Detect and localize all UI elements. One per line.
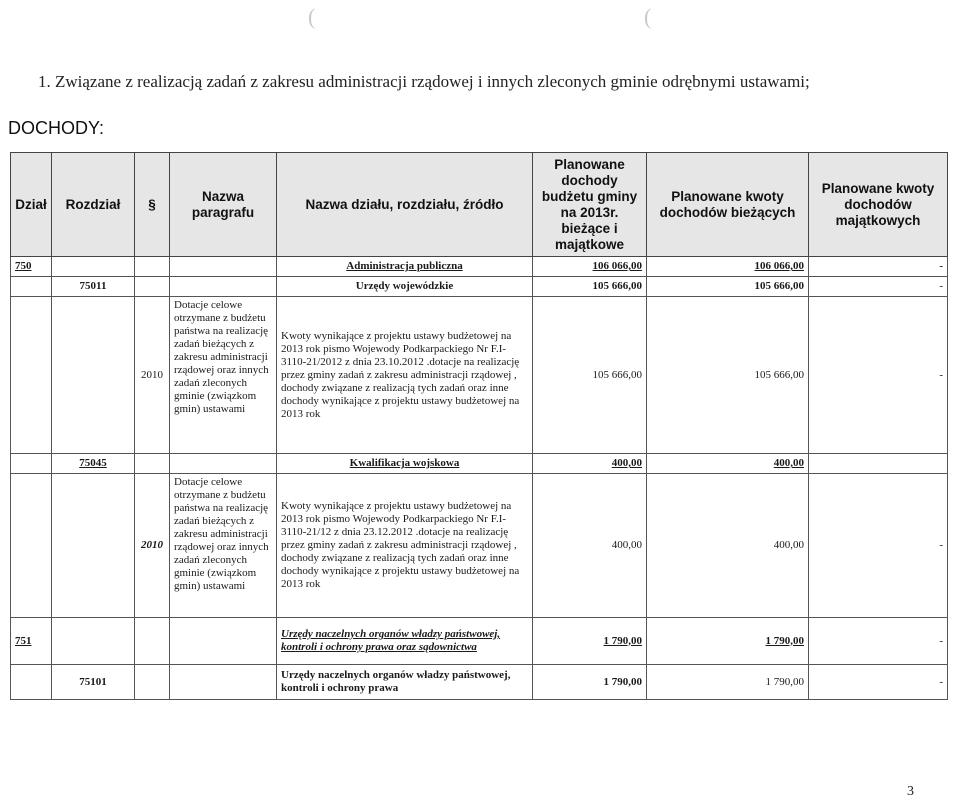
col-header-rozdzial: Rozdział [52,153,135,257]
table-row-75011 [11,277,948,297]
cell-nazwa-paragrafu [170,665,277,700]
cell-rozdzial: 75045 [52,454,135,474]
cell-zrodlo [277,474,533,618]
nazwa-paragrafu-text: Dotacje celowe otrzymane z budżetu państwa na realizację zadań bieżących z zakresu administracji rządowej oraz innych zadań zleconych gminie (związkom gmin) ustawami [174,299,269,415]
cell-nazwa [277,665,533,700]
cell-paragraf [135,618,170,665]
cell-nazwa-paragrafu [170,474,277,618]
cell-rozdzial: 75011 [52,277,135,297]
cell-zrodlo [277,297,533,454]
table-row-75011-2010 [11,297,948,454]
decor-paren-left: ( [308,4,316,29]
cell-rozdzial [52,618,135,665]
cell-paragraf [135,665,170,700]
cell-rozdzial [52,474,135,618]
cell-dzial: 751 [11,618,52,665]
zrodlo-text: Kwoty wynikające z projektu ustawy budżetowej na 2013 rok pismo Wojewody Podkarpackiego Nr F.I-3110-21/2012 z dnia 23.10.2012 .dotacje na realizację przez gminy zadań z zakresu administracji rządowej , dochody związane z realizacją tych zadań oraz inne dochody wynikające z projektu ustawy budżetowej na 2013 rok [281,329,520,420]
cell-nazwa-paragrafu [170,257,277,277]
cell-dzial [11,297,52,454]
cell-majatkowe: - [809,297,948,454]
page-number: 3 [907,784,914,799]
cell-nazwa-paragrafu [170,297,277,454]
cell-plan: 400,00 [533,454,647,474]
cell-majatkowe: - [809,277,948,297]
cell-paragraf [135,257,170,277]
cell-nazwa: Urzędy wojewódzkie [277,277,533,297]
cell-rozdzial [52,257,135,277]
decor-paren-right: ( [644,4,652,29]
col-header-nazwa-dzialu: Nazwa działu, rozdziału, źródło [277,153,533,257]
table-row-75045 [11,454,948,474]
cell-nazwa: Administracja publiczna [277,257,533,277]
cell-majatkowe: - [809,618,948,665]
col-header-planowane-dochody: Planowane dochody budżetu gminy na 2013r. bieżące i majątkowe [533,153,647,257]
cell-dzial [11,665,52,700]
cell-nazwa-paragrafu [170,277,277,297]
cell-biezace: 1 790,00 [647,618,809,665]
cell-dzial [11,277,52,297]
cell-paragraf: 2010 [135,474,170,618]
cell-biezace: 1 790,00 [647,665,809,700]
col-header-dzial: Dział [11,153,52,257]
col-header-planowane-majatkowe: Planowane kwoty dochodów majątkowych [809,153,948,257]
nazwa-text: Urzędy naczelnych organów władzy państwowej, kontroli i ochrony prawa oraz sądownictwa [281,628,501,653]
cell-plan: 105 666,00 [533,297,647,454]
zrodlo-text: Kwoty wynikające z projektu ustawy budżetowej na 2013 rok pismo Wojewody Podkarpackiego Nr F.I-3110-21/12 z dnia 23.12.2012 .dotacje na realizację przez gminy zadań z zakresu administracji rządowej , dochody związane z realizacją tych zadań oraz inne dochody wynikające z projektu ustawy budżetowej na 2013 rok [281,500,520,590]
cell-plan: 106 066,00 [533,257,647,277]
cell-plan: 1 790,00 [533,618,647,665]
cell-biezace: 105 666,00 [647,277,809,297]
cell-paragraf [135,454,170,474]
nazwa-paragrafu-text: Dotacje celowe otrzymane z budżetu państwa na realizację zadań bieżących z zakresu administracji rządowej oraz innych zadań zleconych gminie (związkom gmin) ustawami [174,476,269,592]
table-row-75045-2010 [11,474,948,618]
table-row-75101 [11,665,948,700]
cell-majatkowe: - [809,665,948,700]
budget-table [10,152,948,700]
cell-dzial [11,454,52,474]
col-header-planowane-biezace: Planowane kwoty dochodów bieżących [647,153,809,257]
cell-plan: 1 790,00 [533,665,647,700]
col-header-nazwa-paragrafu: Nazwa paragrafu [170,153,277,257]
table-row-751 [11,618,948,665]
cell-dzial [11,474,52,618]
cell-nazwa [277,618,533,665]
cell-majatkowe: - [809,474,948,618]
cell-biezace: 106 066,00 [647,257,809,277]
cell-plan: 400,00 [533,474,647,618]
cell-rozdzial: 75101 [52,665,135,700]
nazwa-text: Urzędy naczelnych organów władzy państwowej, kontroli i ochrony prawa [281,669,511,694]
cell-majatkowe [809,454,948,474]
cell-paragraf: 2010 [135,297,170,454]
cell-plan: 105 666,00 [533,277,647,297]
cell-paragraf [135,277,170,297]
cell-rozdzial [52,297,135,454]
cell-dzial: 750 [11,257,52,277]
cell-nazwa-paragrafu [170,618,277,665]
section-title: DOCHODY: [8,118,105,138]
cell-biezace: 400,00 [647,454,809,474]
col-header-paragraf: § [135,153,170,257]
cell-nazwa-paragrafu [170,454,277,474]
table-header-row [11,153,948,257]
cell-biezace: 105 666,00 [647,297,809,454]
cell-nazwa: Kwalifikacja wojskowa [277,454,533,474]
cell-majatkowe: - [809,257,948,277]
page-heading: 1. Związane z realizacją zadań z zakresu administracji rządowej i innych zleconych gminie odrębnymi ustawami; [38,72,810,91]
cell-biezace: 400,00 [647,474,809,618]
table-row-750 [11,257,948,277]
